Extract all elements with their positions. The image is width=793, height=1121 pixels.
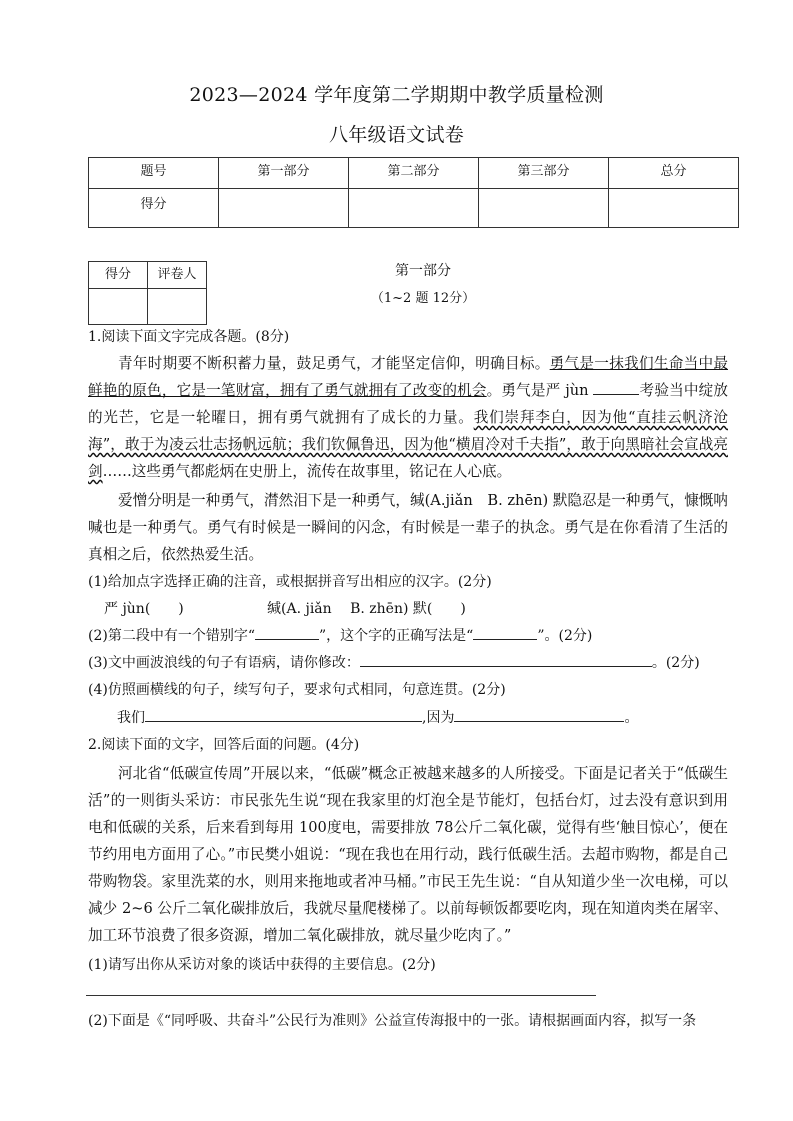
grader-table xyxy=(88,261,207,325)
score-header: 总分 xyxy=(609,158,739,189)
grader-header: 得分 xyxy=(89,262,148,289)
q2-sub1-answer-line[interactable] xyxy=(86,995,596,996)
score-cell[interactable] xyxy=(479,189,609,228)
q1-sub1-option-b: 缄(A. jiǎn B. zhēn) 默( ) xyxy=(267,601,466,617)
q1-sub1: (1)给加点字选择正确的注音，或根据拼音写出相应的汉字。(2分) xyxy=(88,574,492,590)
imitation-blank-1[interactable] xyxy=(145,705,422,722)
question-1-paragraph-1: 青年时期要不断积蓄力量，鼓足勇气，才能坚定信仰，明确目标。勇气是一抹我们生命当中最鲜艳的原色，它是一笔财富，拥有了勇气就拥有了改变的机会。勇气是严 jùn 考验当中绽放的光芒，它是一轮曜日，拥有勇气就拥有了成长的力量。我们崇拜李白，因为他“直挂云帆济沧海”，敢于为凌云壮志扬帆远航；我们钦佩鲁迅，因为他“横眉冷对千夫指”，敢于向黑暗社会宣战亮剑……这些勇气都彪炳在史册上，流传在故事里，铭记在人心底。 xyxy=(88,355,728,480)
grader-cell[interactable] xyxy=(89,289,148,325)
question-1-heading: 1.阅读下面文字完成各题。(8分) xyxy=(88,329,290,345)
score-cell[interactable] xyxy=(349,189,479,228)
grader-header: 评卷人 xyxy=(148,262,207,289)
part-title: 第一部分 xyxy=(395,263,451,279)
exam-title: 2023—2024 学年度第二学期期中教学质量检测 xyxy=(189,84,604,106)
score-header: 第一部分 xyxy=(219,158,349,189)
question-2-paragraph: 河北省“低碳宣传周”开展以来，“低碳”概念正被越来越多的人所接受。下面是记者关于“低碳生活”的一则街头采访：市民张先生说“现在我家里的灯泡全是节能灯，包括台灯，过去没有意识到用电和低碳的关系，后来看到每用 100度电，需要排放 78公斤二氧化碳，觉得有些‘触目惊心’，便在节约用电方面用了心。”市民樊小姐说：“现在我也在用行动，践行低碳生活。去超市购物，都是自己带购物袋。家里洗菜的水，则用来拖地或者冲马桶。”市民王先生说：“自从知道少坐一次电梯，可以减少 2~6 公斤二氧化碳排放后，我就尽量爬楼梯了。以前每顿饭都要吃肉，现在知道肉类在屠宰、加工环节浪费了很多资源，增加二氧化碳排放，就尽量少吃肉了。” xyxy=(88,765,728,944)
wrong-char-blank[interactable] xyxy=(255,623,319,640)
correct-char-blank[interactable] xyxy=(473,623,537,640)
score-header: 题号 xyxy=(89,158,219,189)
question-1-paragraph-2: 爱憎分明是一种勇气，潸然泪下是一种勇气，缄(A.jiǎn B. zhēn) 默隐忍是一种勇气，慷慨呐喊也是一种勇气。勇气有时候是一瞬间的闪念，有时候是一辈子的执念。勇气是在你看清了生活的真相之后，依然热爱生活。 xyxy=(88,492,728,563)
score-table xyxy=(88,157,739,228)
q1-sub3: (3)文中画波浪线的句子有语病，请你修改： 。(2分) xyxy=(88,650,728,676)
question-2-heading: 2.阅读下面的文字，回答后面的问题。(4分) xyxy=(88,737,360,753)
score-cell[interactable] xyxy=(219,189,349,228)
q1-sub2: (2)第二段中有一个错别字“ ”，这个字的正确写法是“ ”。(2分) xyxy=(88,623,728,649)
part-range: （1~2 题 12分） xyxy=(370,291,476,306)
score-header: 第二部分 xyxy=(349,158,479,189)
score-header: 第三部分 xyxy=(479,158,609,189)
wavy-sentence: 我们崇拜李白，因为他“直挂云帆济沧海”，敢于为凌云壮志扬帆远航；我们钦佩鲁迅，因为他“横眉冷对千夫指”，敢于向黑暗社会宣战亮剑 xyxy=(88,409,728,480)
revision-blank[interactable] xyxy=(360,650,652,667)
imitation-blank-2[interactable] xyxy=(454,705,624,722)
q2-sub2: (2)下面是《“同呼吸、共奋斗”公民行为准则》公益宣传海报中的一张。请根据画面内容，拟写一条 xyxy=(88,1013,697,1029)
pinyin-blank[interactable] xyxy=(593,378,639,395)
q1-sub4: (4)仿照画横线的句子，续写句子，要求句式相同，句意连贯。(2分) xyxy=(88,682,506,698)
q1-sub1-option-a: 严 jùn( ) xyxy=(104,601,184,617)
q2-sub1: (1)请写出你从采访对象的谈话中获得的主要信息。(2分) xyxy=(88,957,436,973)
score-cell[interactable] xyxy=(609,189,739,228)
grader-cell[interactable] xyxy=(148,289,207,325)
score-row-label: 得分 xyxy=(89,189,219,228)
q1-sub4-answer: 我们 ,因为 。 xyxy=(117,705,677,731)
underlined-sentence: 勇气是一抹我们生命当中最鲜艳的原色，它是一笔财富，拥有了勇气就拥有了改变的机会 xyxy=(88,355,728,399)
exam-subtitle: 八年级语文试卷 xyxy=(328,124,465,146)
